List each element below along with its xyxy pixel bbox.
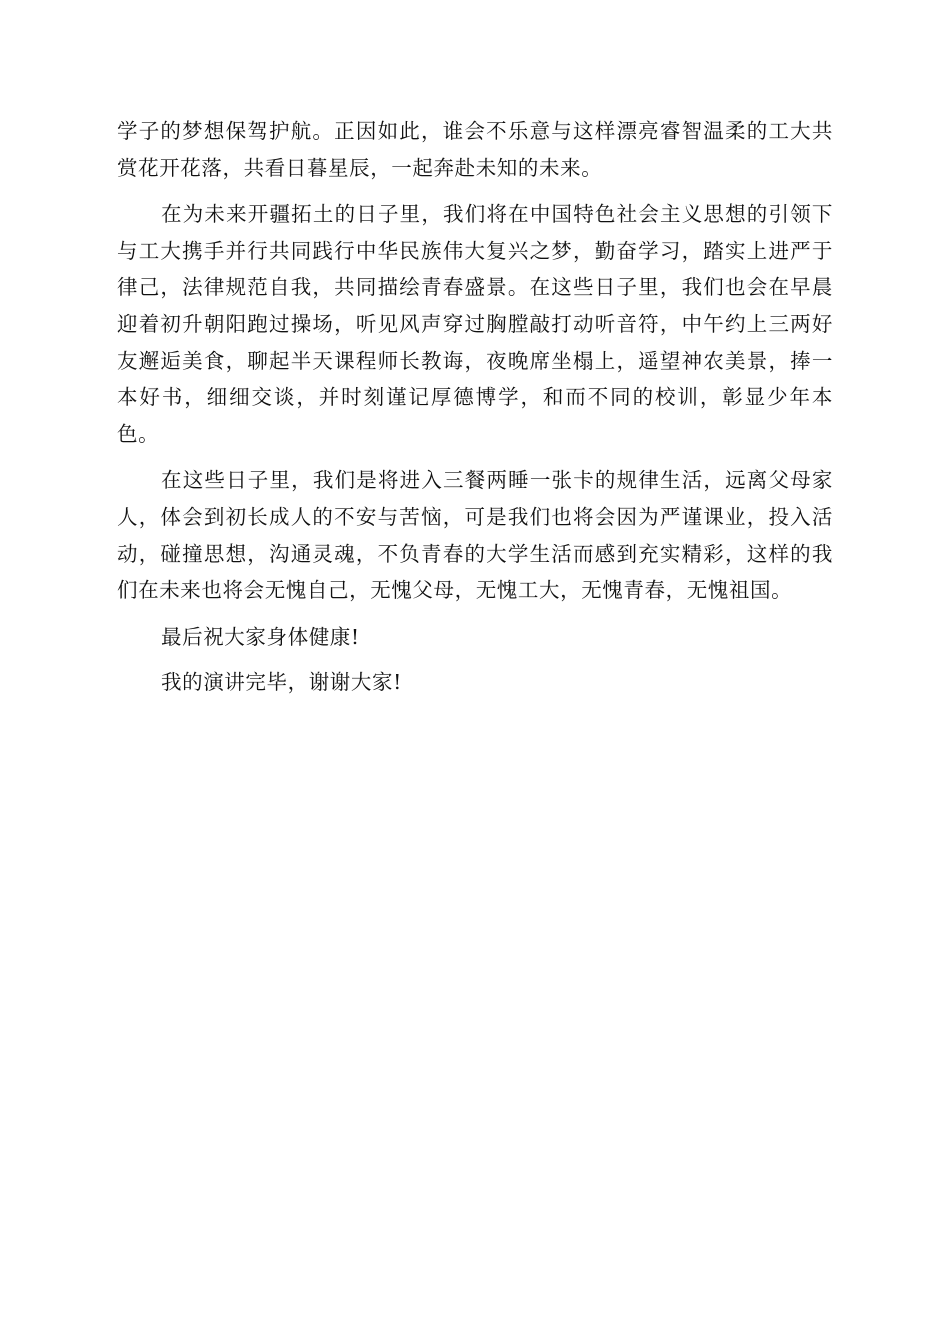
- paragraph-continuation: 学子的梦想保驾护航。正因如此，谁会不乐意与这样漂亮睿智温柔的工大共赏花开花落，共看日暮星辰，一起奔赴未知的未来。: [117, 119, 833, 180]
- paragraph-future: 在为未来开疆拓土的日子里，我们将在中国特色社会主义思想的引领下与工大携手并行共同践行中华民族伟大复兴之梦，勤奋学习，踏实上进严于律己，法律规范自我，共同描绘青春盛景。在这些日子里，我们也会在早晨迎着初升朝阳跑过操场，听见风声穿过胸膛敲打动听音符，中午约上三两好友邂逅美食，聊起半天课程师长教诲，夜晚席坐榻上，遥望神农美景，捧一本好书，细细交谈，并时刻谨记厚德博学，和而不同的校训，彰显少年本色。: [117, 202, 833, 446]
- document-body: [117, 113, 833, 701]
- paragraph-college-life: 在这些日子里，我们是将进入三餐两睡一张卡的规律生活，远离父母家人，体会到初长成人的不安与苦恼，可是我们也将会因为严谨课业，投入活动，碰撞思想，沟通灵魂，不负青春的大学生活而感到充实精彩，这样的我们在未来也将会无愧自己，无愧父母，无愧工大，无愧青春，无愧祖国。: [117, 468, 833, 603]
- paragraph-wishes: 最后祝大家身体健康!: [161, 624, 360, 649]
- paragraph-closing: 我的演讲完毕，谢谢大家!: [161, 670, 402, 695]
